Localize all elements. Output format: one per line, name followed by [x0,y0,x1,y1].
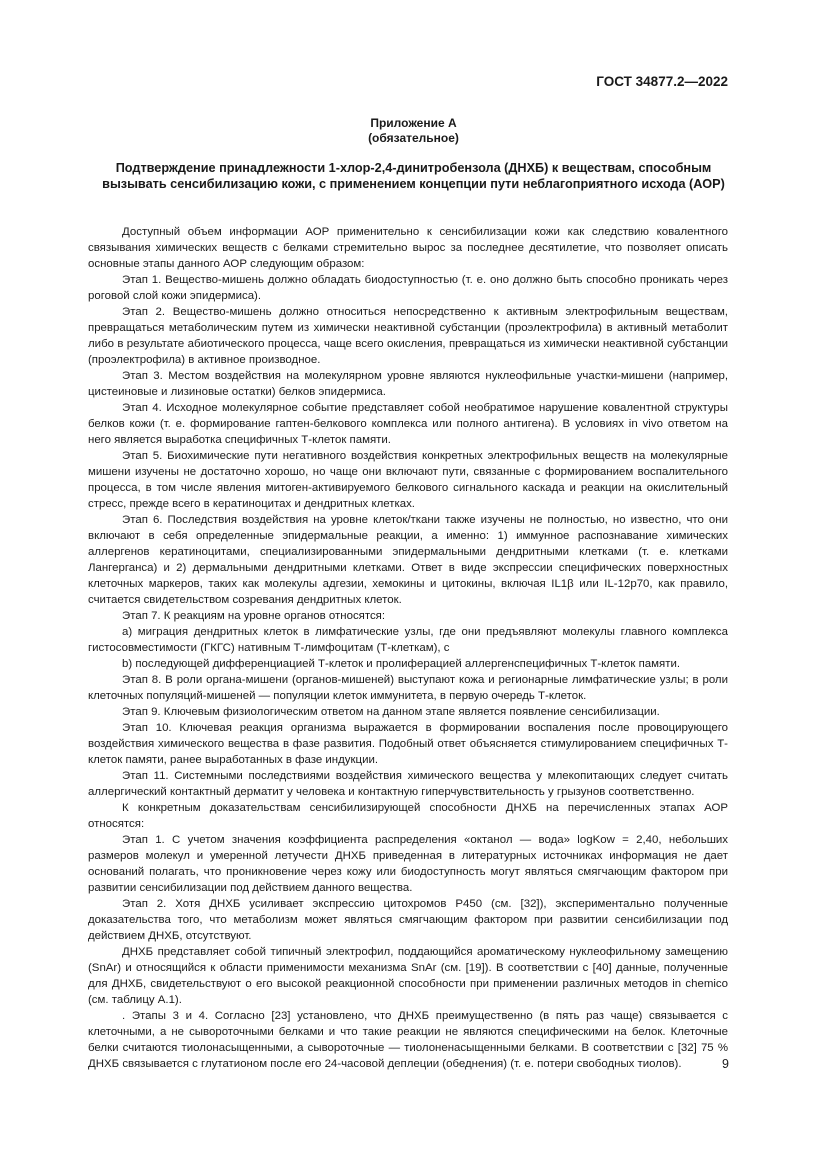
paragraph: Этап 5. Биохимические пути негативного воздействия конкретных электрофильных веществ на молекулярные мишени изучены не достаточно хорошо, но чаще они включают пути, связанные с формированием воспалительного процесса, в том числе явления митоген-активируемого белкового сигнального каскада и реакции на окислительный стресс, прежде всего в кератиноцитах и дендритных клетках. [88,450,728,510]
paragraph: К конкретным доказательствам сенсибилизирующей способности ДНХБ на перечисленных этапах АОР относятся: [88,802,728,830]
paragraph: Этап 8. В роли органа-мишени (органов-мишеней) выступают кожа и регионарные лимфатические узлы; в роли клеточных популяций-мишеней — популяции клеток иммунитета, в первую очередь Т-клеток. [88,674,728,702]
paragraph: Этап 9. Ключевым физиологическим ответом на данном этапе является появление сенсибилизации. [122,706,660,718]
appendix-heading [0,116,827,146]
paragraph: Этап 2. Вещество-мишень должно относиться непосредственно к активным электрофильным веществам, превращаться метаболическим путем из химически неактивной субстанции (проэлектрофила) в активный метаболит либо в результате абиотического процесса, чаще всего окисления, превращаться из химически неактивной субстанции (проэлектрофила) в активное производное. [88,306,728,366]
paragraph: Этап 4. Исходное молекулярное событие представляет собой необратимое нарушение ковалентной структуры белков кожи (т. е. формирование гаптен-белкового комплекса или полного антигена). В условиях in vivo ответом на него является выработка специфичных Т-клеток памяти. [88,402,728,446]
appendix-status: (обязательное) [368,131,459,145]
paragraph: Этап 10. Ключевая реакция организма выражается в формировании воспаления после провоцирующего воздействия химического вещества в фазе развития. Подобный ответ объясняется стимулированием специфичных Т-клеток памяти, ранее выработанных в фазе индукции. [88,722,728,766]
standard-designation: ГОСТ 34877.2—2022 [596,74,728,89]
paragraph: Этап 1. Вещество-мишень должно обладать биодоступностью (т. е. оно должно быть способно проникать через роговой слой кожи эпидермиса). [88,274,728,302]
paragraph: b) последующей дифференциацией Т-клеток и пролиферацией аллергенспецифичных Т-клеток памяти. [122,658,681,670]
page-number: 9 [722,1057,729,1071]
paragraph: Этап 1. С учетом значения коэффициента распределения «октанол — вода» logKow = 2,40, небольших размеров молекул и умеренной летучести ДНХБ приведенная в литературных источниках информация не дает оснований полагать, что проникновение через кожу или биодоступность могут являться смягчающим фактором при развитии сенсибилизации под действием данного вещества. [88,834,728,894]
paragraph: Доступный объем информации АОР применительно к сенсибилизации кожи как следствию ковалентного связывания химических веществ с белками стремительно вырос за последнее десятилетие, что позволяет описать основные этапы данного АОР следующим образом: [88,226,728,270]
paragraph: Этап 6. Последствия воздействия на уровне клеток/ткани также изучены не полностью, но известно, что они включают в себя определенные эпидермальные реакции, а именно: 1) иммунное распознавание химических аллергенов кератиноцитами, специализированными эпидермальными дендритными клетками (т. е. клетками Лангерганса) и 2) дермальными дендритными клетками. Ответ в виде экспрессии специфических поверхностных клеточных маркеров, таких как молекулы адгезии, хемокины и цитокины, включая IL1β или IL-12p70, как правило, считается свидетельством созревания дендритных клеток. [88,514,728,606]
appendix-label: Приложение А [370,116,457,130]
body-text [88,224,728,1072]
paragraph: Этап 7. К реакциям на уровне органов относятся: [122,610,386,622]
paragraph: а) миграция дендритных клеток в лимфатические узлы, где они предъявляют молекулы главного комплекса гистосовместимости (ГКГС) нативным Т-лимфоцитам (Т-клеткам), с [88,626,728,654]
appendix-title: Подтверждение принадлежности 1-хлор-2,4-динитробензола (ДНХБ) к веществам, способным вызывать сенсибилизацию кожи, с применением концепции пути неблагоприятного исхода (АОР) [102,161,725,191]
paragraph: Этап 11. Системными последствиями воздействия химического вещества у млекопитающих следует считать аллергический контактный дерматит у человека и контактную гиперчувствительность у грызунов соответственно. [88,770,728,798]
paragraph: ДНХБ представляет собой типичный электрофил, поддающийся ароматическому нуклеофильному замещению (SnAr) и относящийся к области применимости механизма SnAr (см. [19]). В соответствии с [40] данные, полученные для ДНХБ, свидетельствуют о его высокой реакционной способности при применении различных методов in chemico (см. таблицу А.1). [88,946,728,1006]
paragraph: . Этапы 3 и 4. Согласно [23] установлено, что ДНХБ преимущественно (в пять раз чаще) связывается с клеточными, а не сывороточными белками и что такие реакции не являются специфическими на белок. Клеточные белки считаются тиолонасыщенными, а сывороточные — тиолоненасыщенными белками. В соответствии с [32] 75 % ДНХБ связывается с глутатионом после его 24-часовой деплеции (обеднения) (т. е. потери свободных тиолов). [88,1010,728,1070]
paragraph: Этап 3. Местом воздействия на молекулярном уровне являются нуклеофильные участки-мишени (например, цистеиновые и лизиновые остатки) белков эпидермиса. [88,370,728,398]
paragraph: Этап 2. Хотя ДНХБ усиливает экспрессию цитохромов Р450 (см. [32]), экспериментально полученные доказательства того, что метаболизм может являться смягчающим фактором при развитии сенсибилизации под действием ДНХБ, отсутствуют. [88,898,728,942]
